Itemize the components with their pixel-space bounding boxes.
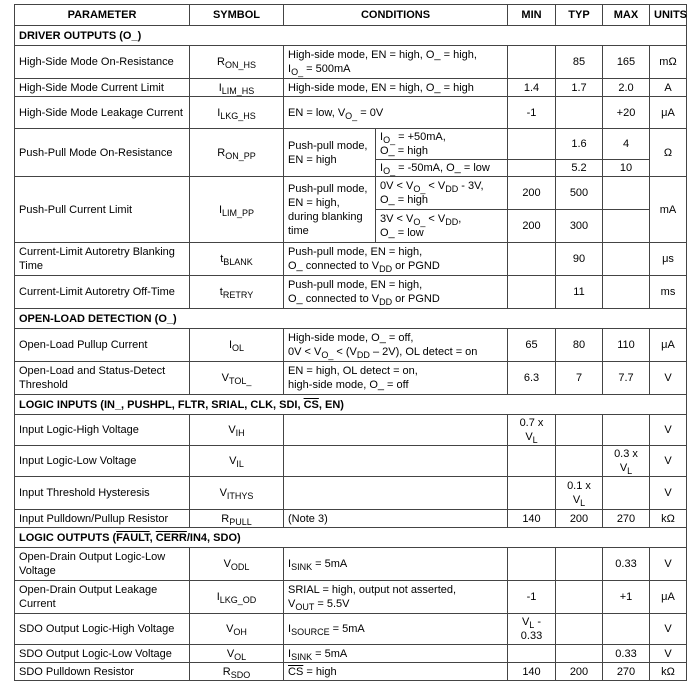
units-cell: V — [650, 362, 687, 395]
min-cell: -1 — [508, 581, 556, 614]
typ-cell: 200 — [556, 510, 603, 528]
table-row — [15, 79, 687, 97]
min-cell: 0.7 x $V_L$ — [508, 415, 556, 446]
header-units: UNITS — [650, 5, 687, 26]
units-cell: V — [650, 446, 687, 477]
typ-cell: 5.2 — [556, 160, 603, 177]
header-max: MAX — [603, 5, 650, 26]
max-cell: 0.33 — [603, 645, 650, 663]
symbol-cell: $V_{OH}$ — [190, 614, 284, 645]
table-row — [15, 581, 687, 614]
table-row — [15, 415, 687, 446]
typ-cell: 1.6 — [556, 129, 603, 160]
param-cell: Current-Limit Autoretry Off-Time — [15, 276, 190, 309]
max-cell — [603, 477, 650, 510]
table-row — [15, 362, 687, 395]
symbol-cell: $R_{ON\_HS}$ — [190, 46, 284, 79]
max-cell: 2.0 — [603, 79, 650, 97]
electrical-characteristics-table — [14, 4, 687, 681]
conditions-cell: $I_{SINK} = 5mA$ — [284, 548, 508, 581]
conditions-mode-cell: Push-pull mode, EN = high, during blanking time — [284, 177, 376, 243]
typ-cell — [556, 645, 603, 663]
table-row — [15, 548, 687, 581]
section-title: LOGIC OUTPUTS (FAULT, CERR/IN4, SDO) — [15, 528, 687, 548]
typ-cell: 300 — [556, 210, 603, 243]
header-symbol: SYMBOL — [190, 5, 284, 26]
conditions-cell — [284, 415, 508, 446]
units-cell: μs — [650, 243, 687, 276]
conditions-sub-cell: $I_{O\_} = +50mA$, O_ = high — [376, 129, 508, 160]
param-cell: Input Threshold Hysteresis — [15, 477, 190, 510]
typ-cell: 11 — [556, 276, 603, 309]
param-cell: Push-Pull Current Limit — [15, 177, 190, 243]
conditions-sub-cell: $I_{O\_} = -50mA$, O_ = low — [376, 160, 508, 177]
min-cell — [508, 477, 556, 510]
conditions-cell: Push-pull mode, EN = high, O_ connected to $V_{DD}$ or PGND — [284, 243, 508, 276]
table-row — [15, 645, 687, 663]
min-cell: 200 — [508, 210, 556, 243]
max-cell: 0.3 x $V_L$ — [603, 446, 650, 477]
param-cell: Open-Load Pullup Current — [15, 329, 190, 362]
symbol-cell: $I_{LIM\_HS}$ — [190, 79, 284, 97]
header-conditions: CONDITIONS — [284, 5, 508, 26]
symbol-cell: $V_{OL}$ — [190, 645, 284, 663]
max-cell: 10 — [603, 160, 650, 177]
max-cell — [603, 415, 650, 446]
typ-cell — [556, 614, 603, 645]
max-cell — [603, 210, 650, 243]
units-cell: A — [650, 79, 687, 97]
conditions-cell: Push-pull mode, EN = high, O_ connected to $V_{DD}$ or PGND — [284, 276, 508, 309]
min-cell — [508, 645, 556, 663]
typ-cell: 90 — [556, 243, 603, 276]
units-cell: μA — [650, 581, 687, 614]
param-cell: SDO Output Logic-High Voltage — [15, 614, 190, 645]
symbol-cell: $I_{LIM\_PP}$ — [190, 177, 284, 243]
conditions-cell: $\overline{CS}$ = high — [284, 663, 508, 681]
symbol-cell: $t_{RETRY}$ — [190, 276, 284, 309]
param-cell: Open-Load and Status-Detect Threshold — [15, 362, 190, 395]
units-cell: ms — [650, 276, 687, 309]
param-cell: Input Pulldown/Pullup Resistor — [15, 510, 190, 528]
param-cell: Push-Pull Mode On-Resistance — [15, 129, 190, 177]
typ-cell: 7 — [556, 362, 603, 395]
max-cell: 110 — [603, 329, 650, 362]
min-cell — [508, 160, 556, 177]
conditions-sub-cell: $0V < V_{O\_} < V_{DD} - 3V$, O_ = high — [376, 177, 508, 210]
conditions-mode-cell: Push-pull mode, EN = high — [284, 129, 376, 177]
section-logic-inputs — [15, 395, 687, 415]
units-cell: μA — [650, 329, 687, 362]
table-row — [15, 177, 687, 210]
max-cell: 165 — [603, 46, 650, 79]
table-row — [15, 663, 687, 681]
min-cell — [508, 129, 556, 160]
min-cell — [508, 276, 556, 309]
conditions-sub-cell: $3V < V_{O\_} < V_{DD}$, O_ = low — [376, 210, 508, 243]
param-cell: High-Side Mode Current Limit — [15, 79, 190, 97]
units-cell: kΩ — [650, 510, 687, 528]
max-cell: +1 — [603, 581, 650, 614]
max-cell: 4 — [603, 129, 650, 160]
param-cell: High-Side Mode Leakage Current — [15, 97, 190, 129]
units-cell: μA — [650, 97, 687, 129]
conditions-cell: EN = low, $V_{O\_} = 0V$ — [284, 97, 508, 129]
table-row — [15, 329, 687, 362]
section-open-load-detection — [15, 309, 687, 329]
table-row — [15, 46, 687, 79]
symbol-cell: $V_{IL}$ — [190, 446, 284, 477]
param-cell: Open-Drain Output Logic-Low Voltage — [15, 548, 190, 581]
symbol-cell: $I_{LKG\_HS}$ — [190, 97, 284, 129]
min-cell: 140 — [508, 510, 556, 528]
param-cell: Input Logic-High Voltage — [15, 415, 190, 446]
typ-cell: 0.1 x $V_L$ — [556, 477, 603, 510]
max-cell — [603, 614, 650, 645]
units-cell: V — [650, 645, 687, 663]
header-row — [15, 5, 687, 26]
typ-cell: 1.7 — [556, 79, 603, 97]
table-row — [15, 477, 687, 510]
units-cell: Ω — [650, 129, 687, 177]
symbol-cell: $V_{ITHYS}$ — [190, 477, 284, 510]
units-cell: V — [650, 477, 687, 510]
table-row — [15, 446, 687, 477]
conditions-cell: High-side mode, EN = high, O_ = high, $I_{O\_} = 500mA$ — [284, 46, 508, 79]
symbol-cell: $R_{ON\_PP}$ — [190, 129, 284, 177]
header-parameter: PARAMETER — [15, 5, 190, 26]
symbol-cell: $I_{LKG\_OD}$ — [190, 581, 284, 614]
conditions-cell: High-side mode, EN = high, O_ = high — [284, 79, 508, 97]
param-cell: Current-Limit Autoretry Blanking Time — [15, 243, 190, 276]
header-typ: TYP — [556, 5, 603, 26]
max-cell: 7.7 — [603, 362, 650, 395]
conditions-cell: High-side mode, O_ = off, $0V < V_{O\_} < (V_{DD} - 2V)$, OL detect = on — [284, 329, 508, 362]
typ-cell: 85 — [556, 46, 603, 79]
symbol-cell: $R_{SDO}$ — [190, 663, 284, 681]
section-logic-outputs — [15, 528, 687, 548]
conditions-cell: (Note 3) — [284, 510, 508, 528]
section-title: LOGIC INPUTS (IN_, PUSHPL, FLTR, SRIAL, CLK, SDI, $\overline{CS}$, EN) — [15, 395, 687, 415]
min-cell: $V_L - 0.33$ — [508, 614, 556, 645]
min-cell: 140 — [508, 663, 556, 681]
max-cell — [603, 177, 650, 210]
min-cell — [508, 446, 556, 477]
section-title: DRIVER OUTPUTS (O_) — [15, 26, 687, 46]
min-cell — [508, 46, 556, 79]
typ-cell — [556, 446, 603, 477]
section-driver-outputs — [15, 26, 687, 46]
typ-cell — [556, 548, 603, 581]
symbol-cell: $V_{IH}$ — [190, 415, 284, 446]
units-cell: mA — [650, 177, 687, 243]
conditions-cell — [284, 446, 508, 477]
units-cell: V — [650, 415, 687, 446]
table-row — [15, 276, 687, 309]
max-cell — [603, 276, 650, 309]
typ-cell — [556, 415, 603, 446]
min-cell: 6.3 — [508, 362, 556, 395]
symbol-cell: $V_{TOL\_}$ — [190, 362, 284, 395]
symbol-cell: $t_{BLANK}$ — [190, 243, 284, 276]
typ-cell: 80 — [556, 329, 603, 362]
conditions-cell: $I_{SINK} = 5mA$ — [284, 645, 508, 663]
max-cell: 270 — [603, 663, 650, 681]
typ-cell: 500 — [556, 177, 603, 210]
table-row — [15, 129, 687, 160]
min-cell: 65 — [508, 329, 556, 362]
conditions-cell — [284, 477, 508, 510]
max-cell: 270 — [603, 510, 650, 528]
min-cell: -1 — [508, 97, 556, 129]
param-cell: Open-Drain Output Leakage Current — [15, 581, 190, 614]
max-cell — [603, 243, 650, 276]
table-row — [15, 97, 687, 129]
units-cell: V — [650, 614, 687, 645]
param-cell: SDO Output Logic-Low Voltage — [15, 645, 190, 663]
symbol-cell: $I_{OL}$ — [190, 329, 284, 362]
symbol-cell: $V_{ODL}$ — [190, 548, 284, 581]
param-cell: SDO Pulldown Resistor — [15, 663, 190, 681]
max-cell: +20 — [603, 97, 650, 129]
table-row — [15, 510, 687, 528]
units-cell: mΩ — [650, 46, 687, 79]
typ-cell — [556, 97, 603, 129]
units-cell: V — [650, 548, 687, 581]
section-title: OPEN-LOAD DETECTION (O_) — [15, 309, 687, 329]
max-cell: 0.33 — [603, 548, 650, 581]
typ-cell — [556, 581, 603, 614]
min-cell: 1.4 — [508, 79, 556, 97]
table-row — [15, 614, 687, 645]
param-cell: Input Logic-Low Voltage — [15, 446, 190, 477]
min-cell: 200 — [508, 177, 556, 210]
units-cell: kΩ — [650, 663, 687, 681]
conditions-cell: $I_{SOURCE} = 5mA$ — [284, 614, 508, 645]
symbol-cell: $R_{PULL}$ — [190, 510, 284, 528]
min-cell — [508, 243, 556, 276]
param-cell: High-Side Mode On-Resistance — [15, 46, 190, 79]
min-cell — [508, 548, 556, 581]
conditions-cell: SRIAL = high, output not asserted, $V_{OUT} = 5.5V$ — [284, 581, 508, 614]
header-min: MIN — [508, 5, 556, 26]
conditions-cell: EN = high, OL detect = on, high-side mode, O_ = off — [284, 362, 508, 395]
typ-cell: 200 — [556, 663, 603, 681]
table-row — [15, 243, 687, 276]
